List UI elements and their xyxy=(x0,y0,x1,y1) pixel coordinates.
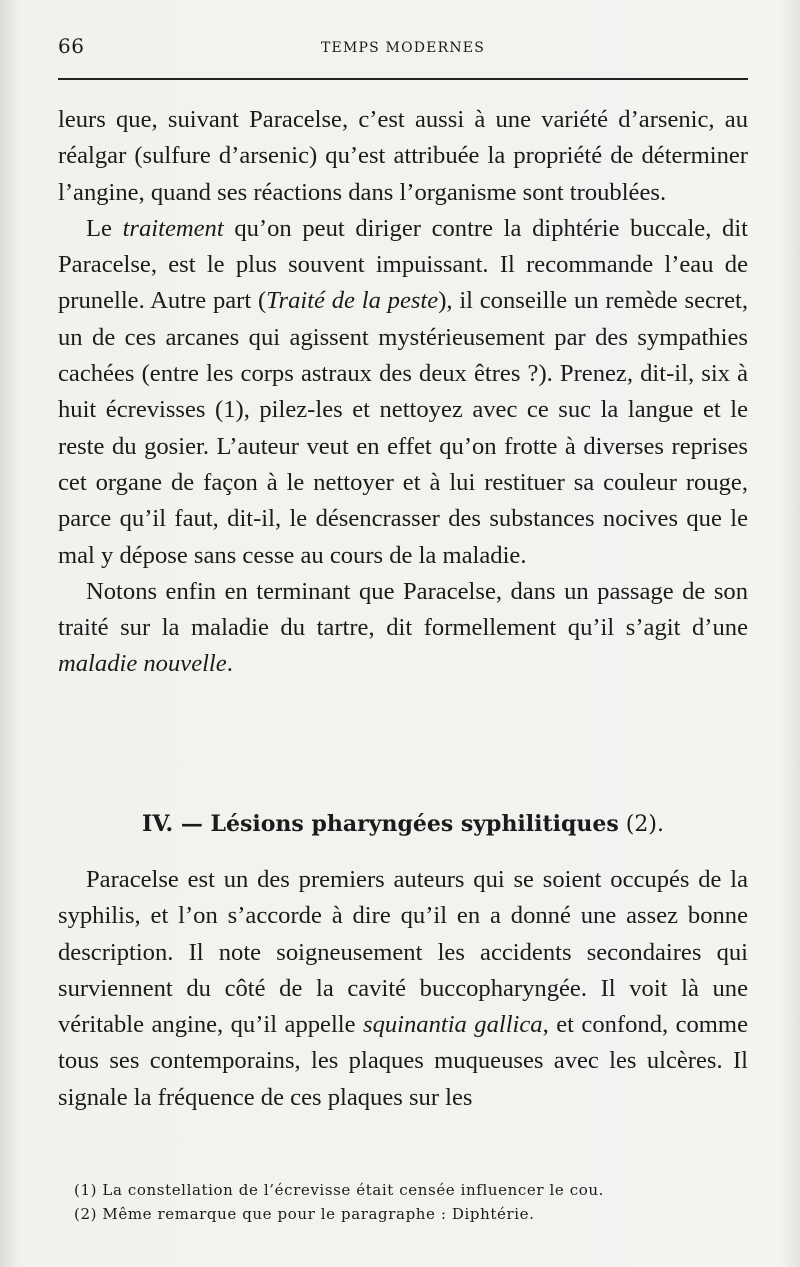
italic-text: squinantia gallica xyxy=(363,1011,543,1039)
paragraph xyxy=(58,211,748,574)
section-heading xyxy=(58,802,748,847)
italic-text: Traité de la peste xyxy=(266,287,439,315)
text-run: leurs que, suivant Paracelse, c’est aussi à une variété d’arsenic, au réalgar (sulfure d’arsenic) qu’est attribuée la propriété de déterminer l’angine, quand ses réactions dans l’organisme sont troublées. xyxy=(58,106,748,206)
paragraph xyxy=(58,862,748,1116)
text-run: qu’on peut diriger contre la diphtérie buccale, dit Paracelse, est le plus souvent impuissant. Il recommande l’eau de prunelle. Autre part ( xyxy=(58,214,748,315)
text-run: ), il conseille un remède secret, un de ces arcanes qui agissent mystérieusement par des sympathies cachées (entre les corps astraux des deux êtres ?). Prenez, dit-il, six à huit écrevisses (1), pilez-les et nettoyez avec ce suc la langue et le reste du gosier. L’auteur veut en effet qu’on frotte à diverses reprises cet organe de façon à le nettoyer et à lui restituer sa couleur rouge, parce qu’il faut, dit-il, le désencrasser des substances nocives que le mal y dépose sans cesse au cours de la maladie. xyxy=(58,287,748,569)
running-title: TEMPS MODERNES xyxy=(320,40,485,56)
text-run: Notons enfin en terminant que Paracelse, dans un passage de son traité sur la maladie du tartre, dit formellement qu’il s’agit d’une xyxy=(58,577,748,642)
page-number: 66 xyxy=(58,34,85,58)
italic-text: traitement xyxy=(122,214,224,242)
text-run: , et confond, comme tous ses contemporains, les plaques muqueuses avec les ulcères. Il signale la fréquence de ces plaques sur les xyxy=(58,1011,748,1111)
text-run: . xyxy=(226,650,233,678)
paragraph xyxy=(58,574,748,683)
text-run: Le xyxy=(86,214,123,242)
text-run: Paracelse est un des premiers auteurs qui se soient occupés de la syphilis, et l’on s’accorde à dire qu’il en a donné une assez bonne description. Il note soigneusement les accidents secondaires qui surviennent du côté de la cavité buccopharyngée. Il voit là une véritable angine, qu’il appelle xyxy=(58,866,748,1039)
header-rule xyxy=(58,78,748,80)
running-header xyxy=(58,34,748,60)
paragraph xyxy=(58,102,748,211)
section-title: IV. — Lésions pharyngées syphilitiques xyxy=(142,811,619,837)
italic-text: maladie nouvelle xyxy=(58,650,227,678)
footnote: (1) La constellation de l’écrevisse était censée influencer le cou. xyxy=(74,1181,604,1199)
section-note-ref: (2). xyxy=(618,812,664,837)
body-text-top xyxy=(58,102,748,683)
body-text-bottom xyxy=(58,862,748,1116)
footnote: (2) Même remarque que pour le paragraphe : Diphtérie. xyxy=(74,1205,535,1223)
footnotes xyxy=(74,1178,734,1226)
